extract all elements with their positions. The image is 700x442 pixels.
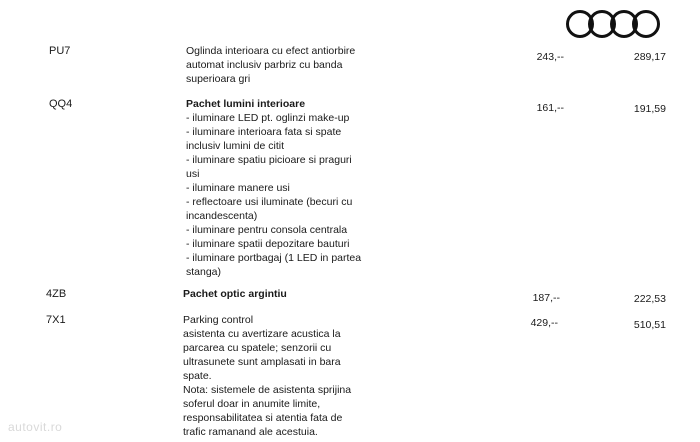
option-detail-line: - iluminare pentru consola centrala [186,224,348,236]
option-price-gross: 510,51 [633,319,666,331]
option-detail-line: Nota: sistemele de asistenta sprijina [183,384,352,396]
option-title: Oglinda interioara cu efect antiorbire [186,45,356,57]
option-price-net: 187,-- [532,292,560,304]
option-price-net: 243,-- [536,51,564,63]
option-detail-line: incandescenta) [186,210,258,222]
option-detail-line: - iluminare spatiu picioare si praguri [186,154,352,166]
option-detail-line: - iluminare spatii depozitare bauturi [186,238,350,250]
option-detail-line: asistenta cu avertizare acustica la [183,328,341,340]
watermark: autovit.ro [8,420,63,434]
option-price-gross: 191,59 [633,103,666,115]
option-detail-line: automat inclusiv parbriz cu banda [186,59,343,71]
option-code: 7X1 [46,314,66,326]
option-detail-line: stanga) [186,266,222,278]
option-detail-line: - iluminare LED pt. oglinzi make-up [186,112,350,124]
option-description [183,313,383,439]
four-rings-logo-icon [564,8,662,40]
option-detail-line: inclusiv lumini de citit [186,140,285,152]
option-code: QQ4 [49,98,73,110]
option-title: Parking control [183,314,254,326]
option-detail-line: - iluminare interioara fata si spate [186,126,342,138]
option-price-net: 161,-- [536,102,564,114]
option-detail-line: parcarea cu spatele; senzorii cu [183,342,332,354]
option-price-gross: 289,17 [633,51,666,63]
option-detail-line: spate. [183,370,212,382]
option-detail-line: - reflectoare usi iluminate (becuri cu [186,196,353,208]
option-detail-line: usi [186,168,200,180]
option-detail-line: trafic ramanand ale acestuia. [183,426,318,438]
option-price-gross: 222,53 [633,293,666,305]
option-detail-line: soferul doar in anumite limite, [183,398,321,410]
option-detail-line: superioara gri [186,73,251,85]
option-detail-line: - iluminare portbagaj (1 LED in partea [186,252,362,264]
option-code: PU7 [49,45,71,57]
option-detail-line: - iluminare manere usi [186,182,290,194]
option-title: Pachet lumini interioare [186,98,306,110]
option-code: 4ZB [46,288,67,300]
option-detail-line: ultrasunete sunt amplasati in bara [183,356,341,368]
option-description [186,44,386,86]
option-description [183,287,383,301]
option-price-net: 429,-- [530,317,558,329]
option-title: Pachet optic argintiu [183,288,287,300]
option-description [186,97,386,279]
option-detail-line: responsabilitatea si atentia fata de [183,412,343,424]
